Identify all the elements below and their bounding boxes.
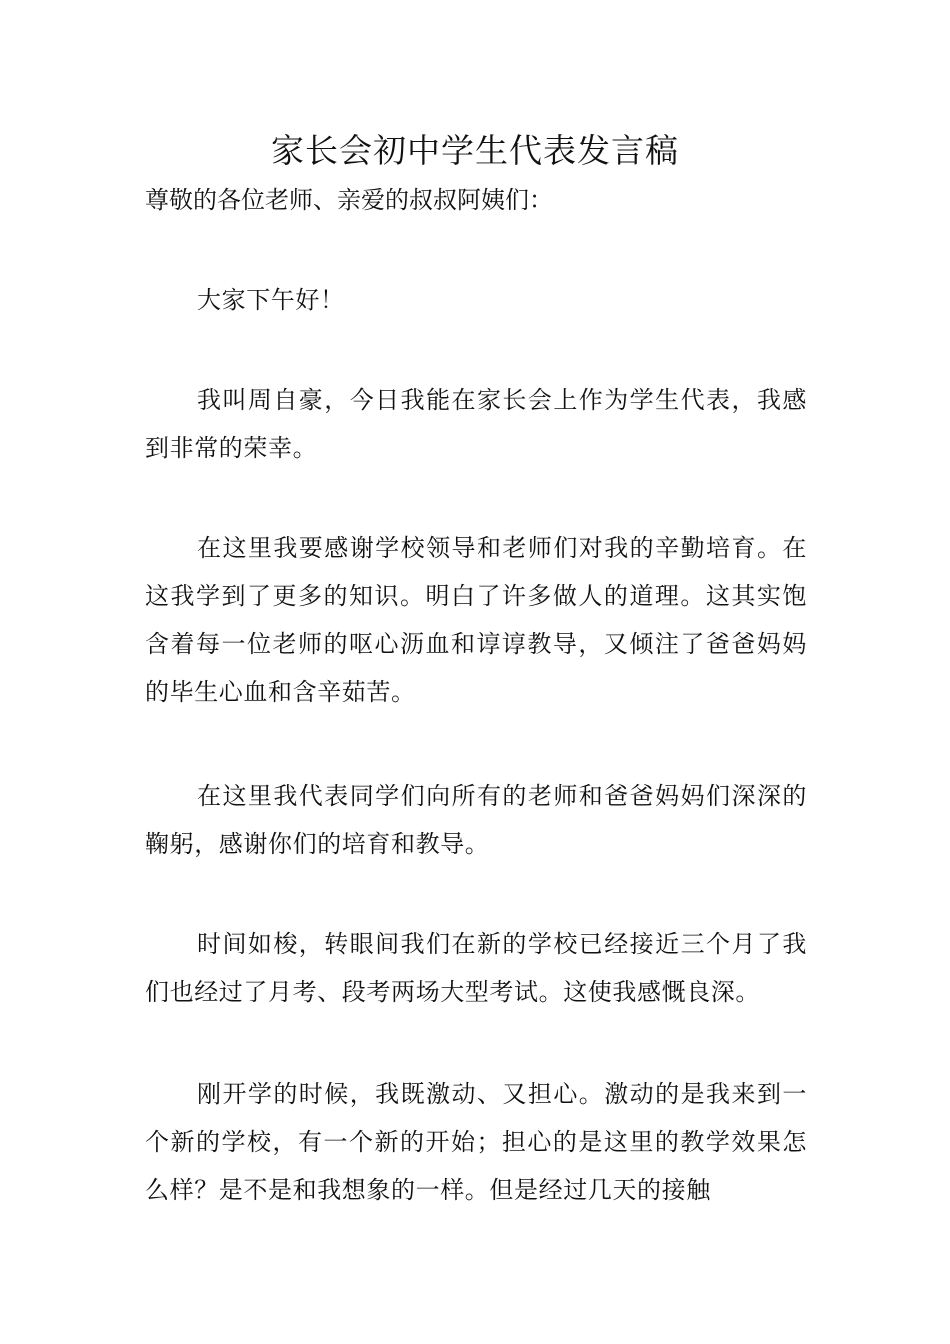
paragraph-time: 时间如梭，转眼间我们在新的学校已经接近三个月了我们也经过了月考、段考两场大型考试。这使我感慨良深。 xyxy=(145,930,807,1006)
paragraph-school-start: 刚开学的时候，我既激动、又担心。激动的是我来到一个新的学校，有一个新的开始；担心的是这里的教学效果怎么样？是不是和我想象的一样。但是经过几天的接触 xyxy=(145,1080,807,1204)
paragraph-thanks-teachers: 在这里我要感谢学校领导和老师们对我的辛勤培育。在这我学到了更多的知识。明白了许多做人的道理。这其实饱含着每一位老师的呕心沥血和谆谆教导，又倾注了爸爸妈妈的毕生心血和含辛茹苦。 xyxy=(145,534,807,706)
document-title: 家长会初中学生代表发言稿 xyxy=(271,131,679,170)
paragraph-introduction: 我叫周自豪，今日我能在家长会上作为学生代表，我感到非常的荣幸。 xyxy=(145,386,807,462)
paragraph-bow: 在这里我代表同学们向所有的老师和爸爸妈妈们深深的鞠躬，感谢你们的培育和教导。 xyxy=(145,782,807,858)
salutation: 尊敬的各位老师、亲爱的叔叔阿姨们： xyxy=(145,186,553,214)
paragraph-greeting: 大家下午好！ xyxy=(197,286,345,314)
